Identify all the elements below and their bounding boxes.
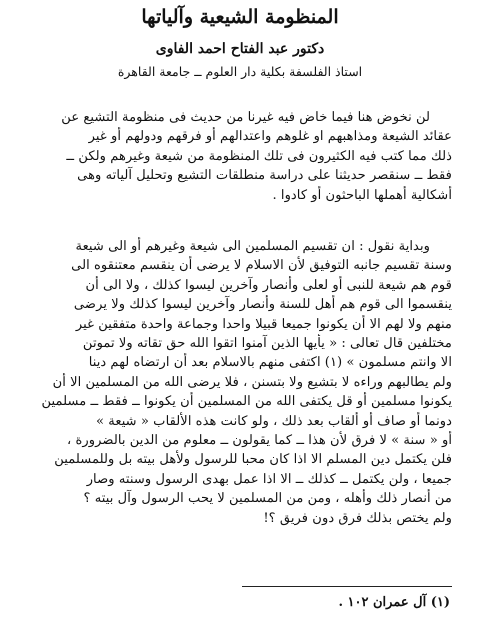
- text-line: من أنصار ذلك وأهله ، ومن من المسلمين لا يحب الرسول وآل بيته ؟: [83, 491, 452, 507]
- paragraph-intro: [22, 108, 452, 205]
- author-affiliation: استاذ الفلسفة بكلية دار العلوم ــ جامعة القاهرة: [117, 64, 363, 79]
- text-line: دونما أو صاف أو ألقاب بعد ذلك ، ولو كانت هذه الألقاب « شيعة »: [96, 413, 452, 429]
- text-line: أو « سنة » لا فرق لأن هذا ــ كما يقولون ــ معلوم من الدين بالضرورة ،: [67, 433, 452, 449]
- article-title: المنظومة الشيعية وآلياتها: [141, 6, 339, 28]
- text-line: جميعا ، ولن يكتمل ــ كذلك ــ الا اذا عمل بهدى الرسول وسنته وصار: [86, 471, 452, 487]
- text-line: ذلك مما كتب فيه الكثيرون فى تلك المنظومة من شيعة وغيرهم ولكن ــ: [66, 148, 452, 164]
- text-line: ولم يطالبهم وراءه لا بتشيع ولا بتسنن ، فلا يرضى الله من المسلمين الا أن: [52, 374, 452, 390]
- text-line: وسنة تقسيم جانبه التوفيق لأن الاسلام لا يرضى أن ينقسم معتنقوه الى: [71, 258, 452, 274]
- text-line: ولم يختص بذلك فرق دون فريق ؟!: [263, 510, 452, 526]
- text-line: أشكالية أهملها الباحثون أو كادوا .: [272, 187, 452, 203]
- text-line: ينقسموا الى قوم هم أهل للسنة وأنصار وآخرين ليسوا كذلك ولا يرضى: [73, 297, 452, 313]
- text-line: فقط ــ سنقصر حديثنا على دراسة منطلقات التشيع وتحليل آلياته وهى: [77, 168, 452, 184]
- footnote: (١) آل عمران ١٠٢ .: [338, 595, 450, 610]
- paragraph-main: [22, 237, 452, 528]
- text-line: عقائد الشيعة ومذاهبهم او غلوهم واعتدالهم أو فرقهم ودولهم أو غير: [88, 129, 452, 145]
- footnote-divider: [242, 586, 452, 587]
- text-line: الا وانتم مسلمون » (١) اكتفى منهم بالاسلام بعد أن ارتضاه لهم دينا: [88, 355, 452, 371]
- author-name: دكتور عبد الفتاح احمد الفاوى: [155, 41, 325, 57]
- text-line: قوم هم شيعة للنبى أو لعلى وأنصار وآخرين ليسوا كذلك ، ولا الى أن: [85, 277, 452, 293]
- text-line: يكونوا مسلمين أو قل يكتفى الله من المسلمين أن يكونوا ــ فقط ــ مسلمين: [41, 394, 452, 410]
- text-line: وبداية نقول : ان تقسيم المسلمين الى شيعة وغيرهم أو الى شيعة: [75, 239, 430, 254]
- text-line: منهم ولا لهم الا أن يكونوا جميعا قبيلا واحدا وجماعة واحدة متفقين غير: [75, 316, 452, 332]
- text-line: فلن يكتمل دين المسلم الا اذا كان محبا للرسول ولأهل بيته بل وللمسلمين: [54, 452, 452, 468]
- text-line: مختلفين قال تعالى : « يأيها الذين آمنوا اتقوا الله حق تقاته ولا تموتن: [82, 336, 452, 352]
- text-line: لن نخوض هنا فيما خاض فيه غيرنا من حديث فى منظومة التشيع عن: [61, 110, 430, 125]
